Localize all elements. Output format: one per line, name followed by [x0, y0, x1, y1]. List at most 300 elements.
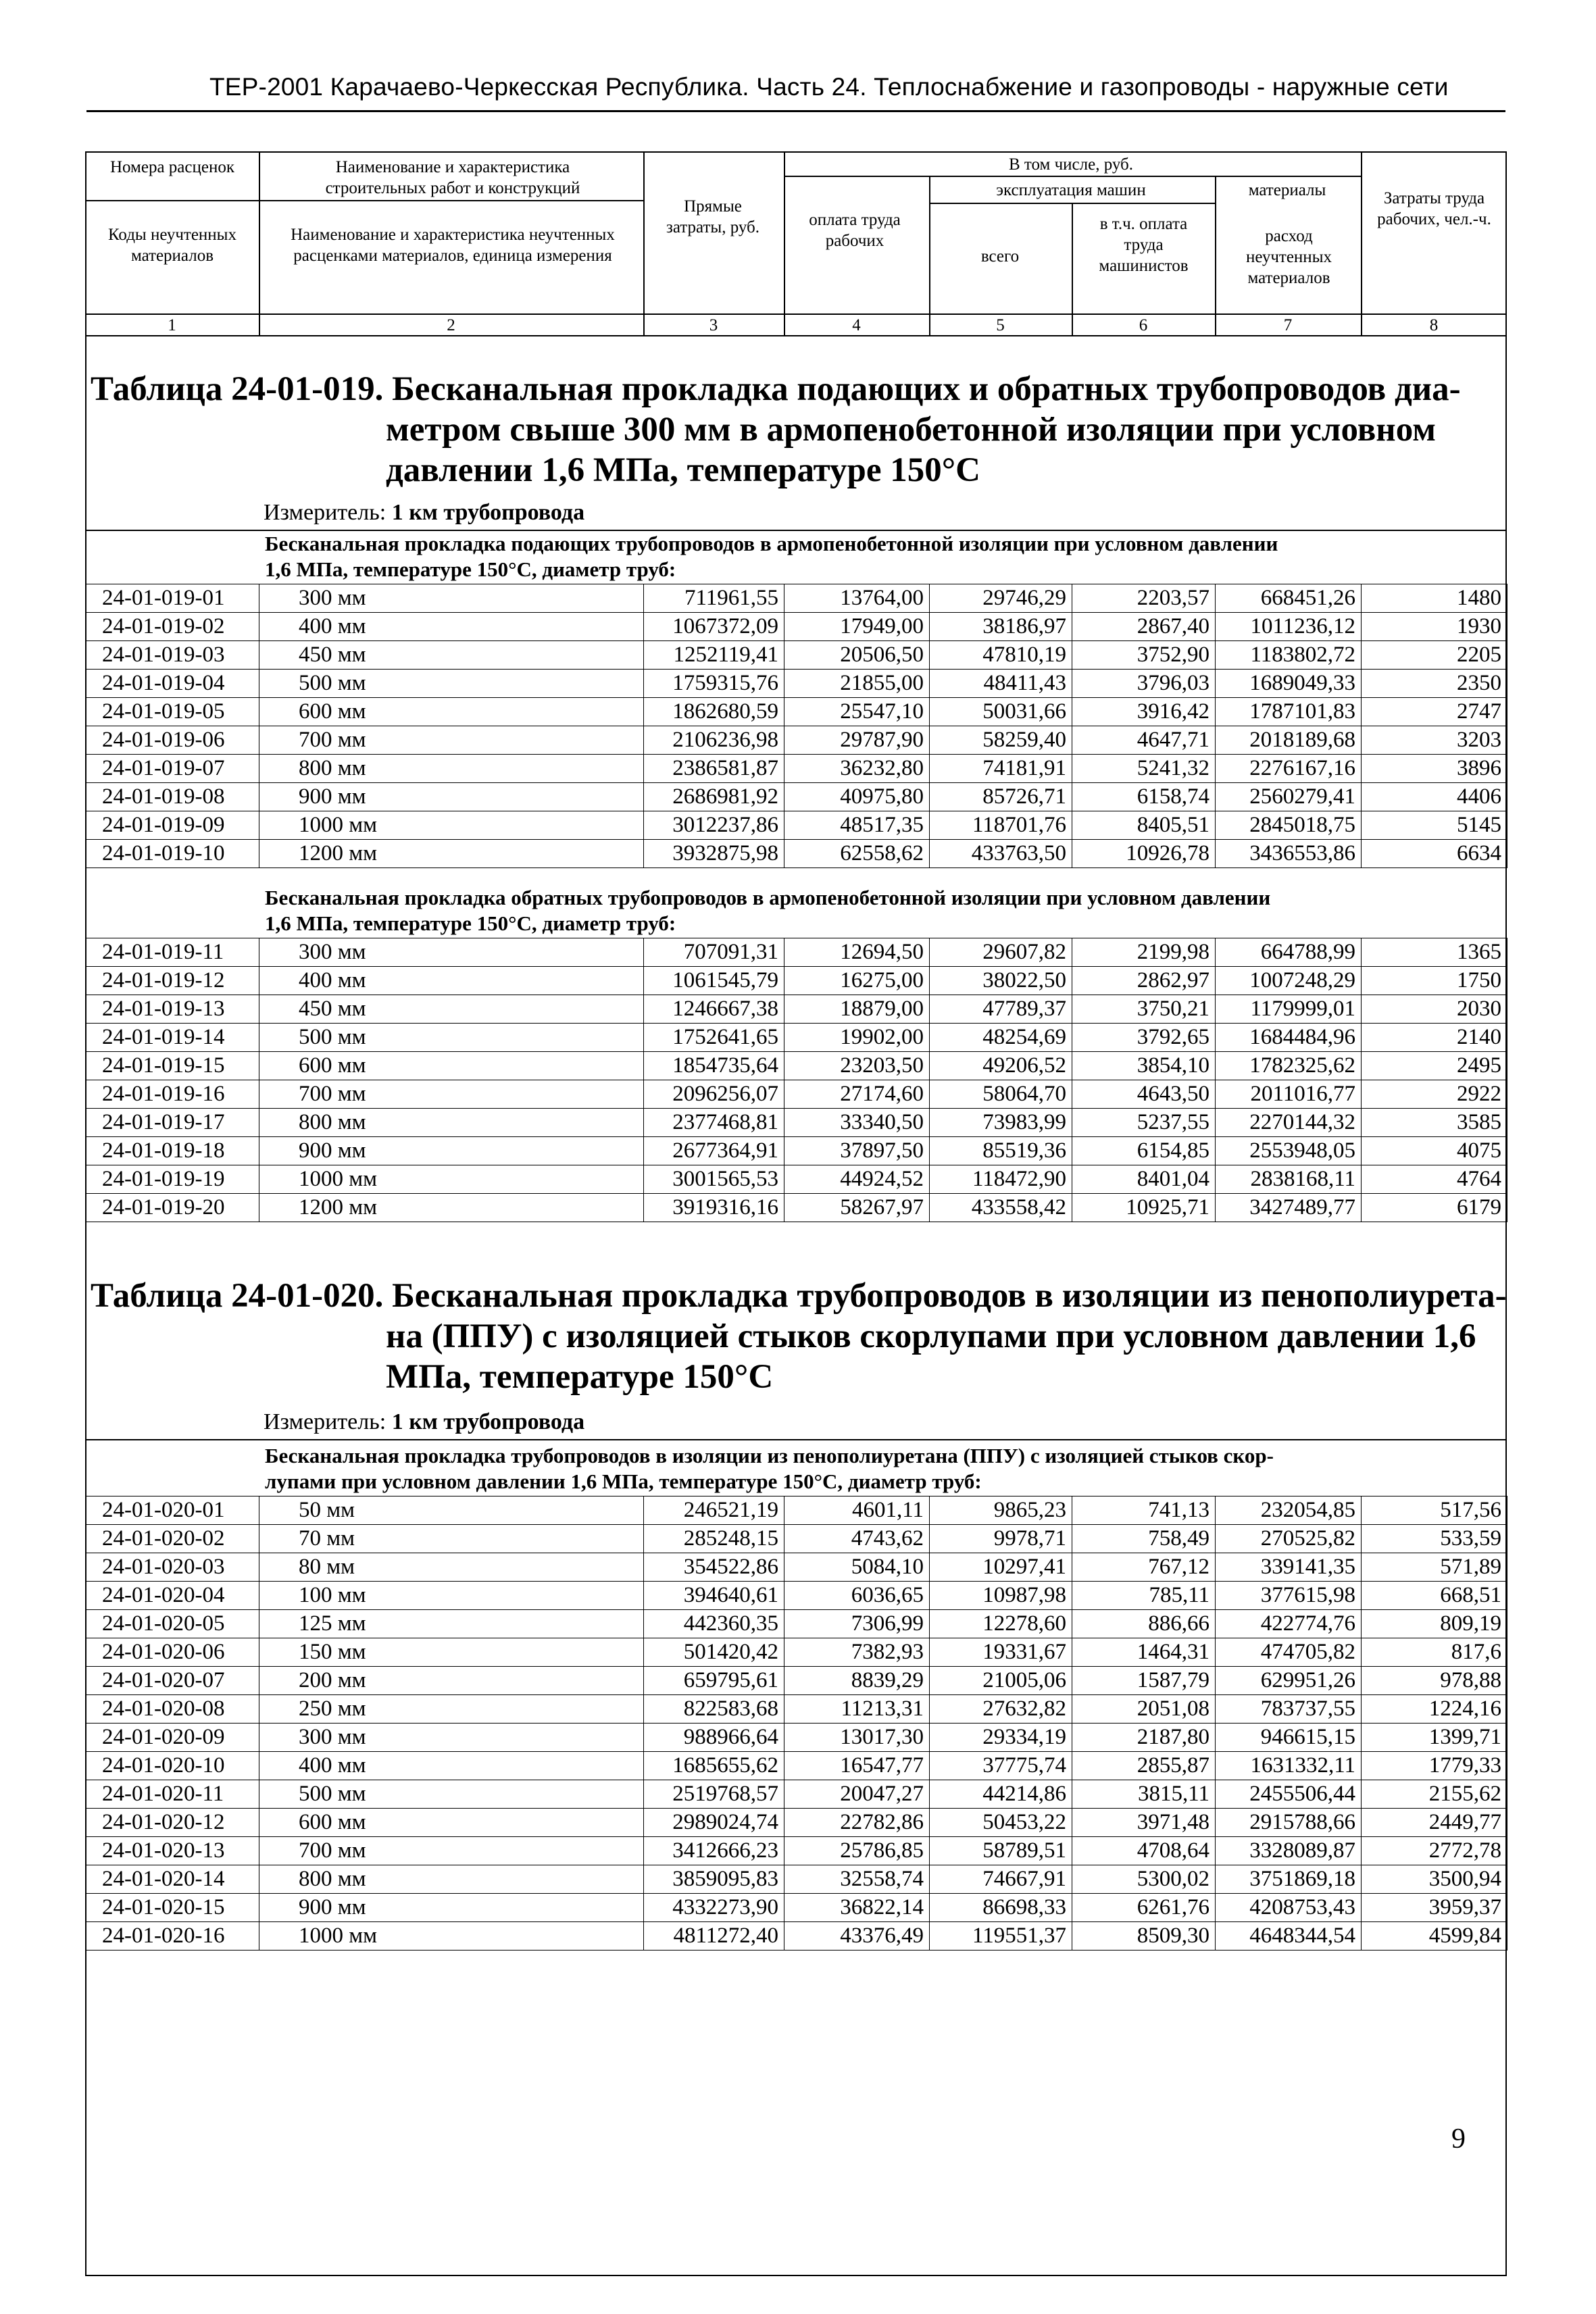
machine-cost-total: 85519,36	[930, 1137, 1072, 1165]
table-row	[86, 1052, 1507, 1080]
section-ppu	[265, 1443, 1501, 1494]
direct-cost: 2106236,98	[644, 726, 784, 755]
table-row	[86, 641, 1507, 670]
materials-cost: 2838168,11	[1216, 1165, 1362, 1194]
machinist-pay: 10925,71	[1072, 1194, 1216, 1222]
labor-hours: 571,89	[1362, 1553, 1507, 1582]
table-row	[86, 1695, 1507, 1724]
machine-cost-total: 86698,33	[930, 1894, 1072, 1922]
labor-hours: 3585	[1362, 1109, 1507, 1137]
machine-cost-total: 58064,70	[930, 1080, 1072, 1109]
direct-cost: 3919316,16	[644, 1194, 784, 1222]
labor-pay: 6036,65	[784, 1582, 930, 1610]
header-col8: Затраты труда рабочих, чел.-ч.	[1377, 189, 1491, 228]
machinist-pay: 886,66	[1072, 1610, 1216, 1638]
materials-cost: 2011016,77	[1216, 1080, 1362, 1109]
rate-code: 24-01-020-11	[86, 1780, 259, 1809]
machinist-pay: 767,12	[1072, 1553, 1216, 1582]
header-col2-bottom: Наименование и характеристика неучтенных расценками материалов, единица измерения	[291, 226, 615, 265]
header-subline	[784, 176, 1361, 177]
header-machines-group: эксплуатация машин	[996, 181, 1146, 199]
materials-cost: 3751869,18	[1216, 1865, 1362, 1894]
direct-cost: 3001565,53	[644, 1165, 784, 1194]
section-supply-line1: Бесканальная прокладка подающих трубопроводов в армопенобетонной изоляции при условном давлении	[265, 532, 1278, 555]
machinist-pay: 3854,10	[1072, 1052, 1216, 1080]
direct-cost: 3859095,83	[644, 1865, 784, 1894]
table-row	[86, 755, 1507, 783]
materials-cost: 232054,85	[1216, 1496, 1362, 1525]
labor-hours: 6179	[1362, 1194, 1507, 1222]
table-row	[86, 1024, 1507, 1052]
machine-cost-total: 50031,66	[930, 698, 1072, 726]
header-col3: Прямые затраты, руб.	[666, 197, 760, 236]
rate-code: 24-01-020-13	[86, 1837, 259, 1865]
direct-cost: 3012237,86	[644, 811, 784, 840]
table-row	[86, 1865, 1507, 1894]
table-020-title-line3: МПа, температуре 150°С	[386, 1358, 774, 1396]
labor-hours: 2350	[1362, 670, 1507, 698]
work-description: 150 мм	[259, 1638, 644, 1667]
rate-code: 24-01-019-20	[86, 1194, 259, 1222]
header-col4: оплата труда рабочих	[809, 211, 901, 250]
machinist-pay: 4708,64	[1072, 1837, 1216, 1865]
labor-pay: 4601,11	[784, 1496, 930, 1525]
labor-pay: 7382,93	[784, 1638, 930, 1667]
header-vline	[1072, 203, 1073, 335]
rate-code: 24-01-020-06	[86, 1638, 259, 1667]
materials-cost: 1179999,01	[1216, 995, 1362, 1024]
machine-cost-total: 47789,37	[930, 995, 1072, 1024]
column-number: 4	[852, 316, 861, 334]
work-description: 400 мм	[259, 967, 644, 995]
labor-pay: 37897,50	[784, 1137, 930, 1165]
machine-cost-total: 433763,50	[930, 840, 1072, 868]
machine-cost-total: 118701,76	[930, 811, 1072, 840]
work-description: 600 мм	[259, 698, 644, 726]
labor-pay: 12694,50	[784, 938, 930, 967]
column-number: 6	[1139, 316, 1148, 334]
table-row	[86, 783, 1507, 811]
labor-hours: 3203	[1362, 726, 1507, 755]
table-row	[86, 1582, 1507, 1610]
table-row	[86, 1894, 1507, 1922]
table-row	[86, 1780, 1507, 1809]
direct-cost: 1061545,79	[644, 967, 784, 995]
direct-cost: 246521,19	[644, 1496, 784, 1525]
labor-pay: 62558,62	[784, 840, 930, 868]
labor-pay: 18879,00	[784, 995, 930, 1024]
materials-cost: 946615,15	[1216, 1724, 1362, 1752]
work-description: 250 мм	[259, 1695, 644, 1724]
machine-cost-total: 73983,99	[930, 1109, 1072, 1137]
direct-cost: 3932875,98	[644, 840, 784, 868]
labor-hours: 2155,62	[1362, 1780, 1507, 1809]
direct-cost: 711961,55	[644, 584, 784, 613]
labor-pay: 22782,86	[784, 1809, 930, 1837]
direct-cost: 822583,68	[644, 1695, 784, 1724]
work-description: 600 мм	[259, 1052, 644, 1080]
direct-cost: 2519768,57	[644, 1780, 784, 1809]
table-row	[86, 1109, 1507, 1137]
machinist-pay: 6261,76	[1072, 1894, 1216, 1922]
work-description: 500 мм	[259, 1780, 644, 1809]
labor-pay: 13764,00	[784, 584, 930, 613]
header-subline	[259, 200, 643, 201]
labor-pay: 21855,00	[784, 670, 930, 698]
machine-cost-total: 10297,41	[930, 1553, 1072, 1582]
machinist-pay: 2199,98	[1072, 938, 1216, 967]
table-row	[86, 1837, 1507, 1865]
materials-cost: 2845018,75	[1216, 811, 1362, 840]
machine-cost-total: 21005,06	[930, 1667, 1072, 1695]
materials-cost: 339141,35	[1216, 1553, 1362, 1582]
materials-cost: 2560279,41	[1216, 783, 1362, 811]
work-description: 1200 мм	[259, 1194, 644, 1222]
header-group: В том числе, руб.	[1008, 155, 1134, 174]
direct-cost: 394640,61	[644, 1582, 784, 1610]
machinist-pay: 3815,11	[1072, 1780, 1216, 1809]
header-vline	[929, 176, 930, 335]
machinist-pay: 2051,08	[1072, 1695, 1216, 1724]
machinist-pay: 6154,85	[1072, 1137, 1216, 1165]
work-description: 450 мм	[259, 641, 644, 670]
labor-hours: 1779,33	[1362, 1752, 1507, 1780]
work-description: 900 мм	[259, 1894, 644, 1922]
work-description: 600 мм	[259, 1809, 644, 1837]
table-020-data	[85, 1496, 1507, 1951]
labor-pay: 7306,99	[784, 1610, 930, 1638]
rate-code: 24-01-019-06	[86, 726, 259, 755]
direct-cost: 1246667,38	[644, 995, 784, 1024]
table-019-title	[91, 369, 1461, 491]
table-020-title	[91, 1276, 1507, 1397]
machinist-pay: 6158,74	[1072, 783, 1216, 811]
rate-code: 24-01-020-15	[86, 1894, 259, 1922]
rate-code: 24-01-019-12	[86, 967, 259, 995]
labor-hours: 2922	[1362, 1080, 1507, 1109]
rate-code: 24-01-019-08	[86, 783, 259, 811]
labor-pay: 19902,00	[784, 1024, 930, 1052]
header-vline	[784, 151, 785, 335]
machine-cost-total: 38186,97	[930, 613, 1072, 641]
materials-cost: 1183802,72	[1216, 641, 1362, 670]
table-row	[86, 1080, 1507, 1109]
work-description: 900 мм	[259, 783, 644, 811]
machinist-pay: 785,11	[1072, 1582, 1216, 1610]
labor-hours: 1480	[1362, 584, 1507, 613]
labor-hours: 668,51	[1362, 1582, 1507, 1610]
labor-pay: 16547,77	[784, 1752, 930, 1780]
work-description: 1000 мм	[259, 811, 644, 840]
table-row	[86, 698, 1507, 726]
labor-hours: 3896	[1362, 755, 1507, 783]
header-vline	[643, 151, 645, 335]
table-row	[86, 995, 1507, 1024]
page-number: 9	[1451, 2123, 1466, 2155]
direct-cost: 2386581,87	[644, 755, 784, 783]
machinist-pay: 758,49	[1072, 1525, 1216, 1553]
labor-hours: 1750	[1362, 967, 1507, 995]
machine-cost-total: 27632,82	[930, 1695, 1072, 1724]
machine-cost-total: 47810,19	[930, 641, 1072, 670]
table-row	[86, 1137, 1507, 1165]
rate-code: 24-01-019-09	[86, 811, 259, 840]
labor-hours: 809,19	[1362, 1610, 1507, 1638]
section-return	[265, 885, 1501, 936]
header-subline	[929, 203, 1215, 204]
materials-cost: 3436553,86	[1216, 840, 1362, 868]
rate-code: 24-01-019-19	[86, 1165, 259, 1194]
rate-code: 24-01-019-05	[86, 698, 259, 726]
materials-cost: 2915788,66	[1216, 1809, 1362, 1837]
work-description: 300 мм	[259, 584, 644, 613]
labor-hours: 817,6	[1362, 1638, 1507, 1667]
table-row	[86, 967, 1507, 995]
materials-cost: 1684484,96	[1216, 1024, 1362, 1052]
direct-cost: 1854735,64	[644, 1052, 784, 1080]
section-supply	[265, 531, 1501, 582]
rate-code: 24-01-019-14	[86, 1024, 259, 1052]
column-number: 7	[1283, 316, 1293, 334]
column-number: 8	[1429, 316, 1439, 334]
header-vline	[1361, 151, 1362, 335]
work-description: 80 мм	[259, 1553, 644, 1582]
labor-hours: 1399,71	[1362, 1724, 1507, 1752]
table-019-supply	[85, 584, 1507, 868]
machine-cost-total: 48411,43	[930, 670, 1072, 698]
labor-hours: 4764	[1362, 1165, 1507, 1194]
table-019-title-line1: Бесканальная прокладка подающих и обратных трубопроводов диа-	[392, 370, 1461, 408]
work-description: 450 мм	[259, 995, 644, 1024]
machinist-pay: 2187,80	[1072, 1724, 1216, 1752]
machinist-pay: 8405,51	[1072, 811, 1216, 840]
section-return-line2: 1,6 МПа, температуре 150°С, диаметр труб:	[265, 911, 676, 935]
table-020-number: Таблица 24-01-020.	[91, 1277, 384, 1315]
materials-cost: 3427489,77	[1216, 1194, 1362, 1222]
machinist-pay: 5241,32	[1072, 755, 1216, 783]
labor-hours: 2449,77	[1362, 1809, 1507, 1837]
labor-pay: 48517,35	[784, 811, 930, 840]
labor-hours: 2495	[1362, 1052, 1507, 1080]
header-materials-group: материалы	[1248, 181, 1326, 199]
materials-cost: 474705,82	[1216, 1638, 1362, 1667]
labor-pay: 13017,30	[784, 1724, 930, 1752]
header-bottom	[85, 335, 1507, 336]
table-row	[86, 584, 1507, 613]
table-row	[86, 840, 1507, 868]
table-row	[86, 1638, 1507, 1667]
direct-cost: 4811272,40	[644, 1922, 784, 1951]
labor-hours: 6634	[1362, 840, 1507, 868]
labor-pay: 20506,50	[784, 641, 930, 670]
direct-cost: 1862680,59	[644, 698, 784, 726]
rate-code: 24-01-019-04	[86, 670, 259, 698]
materials-cost: 2553948,05	[1216, 1137, 1362, 1165]
materials-cost: 1007248,29	[1216, 967, 1362, 995]
table-row	[86, 613, 1507, 641]
work-description: 800 мм	[259, 755, 644, 783]
materials-cost: 2276167,16	[1216, 755, 1362, 783]
work-description: 200 мм	[259, 1667, 644, 1695]
direct-cost: 1759315,76	[644, 670, 784, 698]
labor-pay: 33340,50	[784, 1109, 930, 1137]
labor-hours: 5145	[1362, 811, 1507, 840]
section-supply-line2: 1,6 МПа, температуре 150°С, диаметр труб:	[265, 557, 676, 581]
direct-cost: 659795,61	[644, 1667, 784, 1695]
work-description: 700 мм	[259, 726, 644, 755]
machine-cost-total: 85726,71	[930, 783, 1072, 811]
direct-cost: 354522,86	[644, 1553, 784, 1582]
materials-cost: 2270144,32	[1216, 1109, 1362, 1137]
labor-hours: 3959,37	[1362, 1894, 1507, 1922]
machine-cost-total: 29334,19	[930, 1724, 1072, 1752]
rate-code: 24-01-019-02	[86, 613, 259, 641]
work-description: 1000 мм	[259, 1165, 644, 1194]
labor-hours: 2772,78	[1362, 1837, 1507, 1865]
materials-cost: 2455506,44	[1216, 1780, 1362, 1809]
labor-hours: 4406	[1362, 783, 1507, 811]
machine-cost-total: 119551,37	[930, 1922, 1072, 1951]
work-description: 300 мм	[259, 1724, 644, 1752]
machine-cost-total: 9865,23	[930, 1496, 1072, 1525]
labor-pay: 27174,60	[784, 1080, 930, 1109]
machinist-pay: 8401,04	[1072, 1165, 1216, 1194]
direct-cost: 2686981,92	[644, 783, 784, 811]
machinist-pay: 3792,65	[1072, 1024, 1216, 1052]
table-row	[86, 726, 1507, 755]
running-head: ТЕР-2001 Карачаево-Черкесская Республика. Часть 24. Теплоснабжение и газопроводы - наружные сети	[209, 73, 1449, 101]
machinist-pay: 2867,40	[1072, 613, 1216, 641]
table-020-meter	[264, 1409, 584, 1435]
direct-cost: 4332273,90	[644, 1894, 784, 1922]
table-row	[86, 1724, 1507, 1752]
labor-hours: 4075	[1362, 1137, 1507, 1165]
machine-cost-total: 9978,71	[930, 1525, 1072, 1553]
work-description: 50 мм	[259, 1496, 644, 1525]
labor-hours: 1930	[1362, 613, 1507, 641]
machine-cost-total: 12278,60	[930, 1610, 1072, 1638]
machine-cost-total: 433558,42	[930, 1194, 1072, 1222]
labor-hours: 533,59	[1362, 1525, 1507, 1553]
machine-cost-total: 118472,90	[930, 1165, 1072, 1194]
column-number: 5	[996, 316, 1005, 334]
work-description: 100 мм	[259, 1582, 644, 1610]
labor-hours: 2747	[1362, 698, 1507, 726]
work-description: 500 мм	[259, 670, 644, 698]
materials-cost: 629951,26	[1216, 1667, 1362, 1695]
rate-code: 24-01-020-14	[86, 1865, 259, 1894]
rate-code: 24-01-019-17	[86, 1109, 259, 1137]
meter-rule	[85, 1439, 1507, 1440]
machinist-pay: 8509,30	[1072, 1922, 1216, 1951]
header-rule	[86, 110, 1505, 112]
materials-cost: 4648344,54	[1216, 1922, 1362, 1951]
labor-hours: 517,56	[1362, 1496, 1507, 1525]
direct-cost: 2677364,91	[644, 1137, 784, 1165]
machinist-pay: 5237,55	[1072, 1109, 1216, 1137]
header-subline	[85, 200, 259, 201]
machine-cost-total: 29746,29	[930, 584, 1072, 613]
rate-code: 24-01-019-07	[86, 755, 259, 783]
labor-hours: 978,88	[1362, 1667, 1507, 1695]
machinist-pay: 3752,90	[1072, 641, 1216, 670]
machinist-pay: 4647,71	[1072, 726, 1216, 755]
work-description: 1000 мм	[259, 1922, 644, 1951]
materials-cost: 783737,55	[1216, 1695, 1362, 1724]
work-description: 800 мм	[259, 1865, 644, 1894]
machine-cost-total: 74181,91	[930, 755, 1072, 783]
machinist-pay: 5300,02	[1072, 1865, 1216, 1894]
table-019-number: Таблица 24-01-019.	[91, 370, 384, 408]
materials-cost: 3328089,87	[1216, 1837, 1362, 1865]
meter-label: Измеритель:	[264, 1409, 386, 1434]
work-description: 700 мм	[259, 1837, 644, 1865]
column-number: 3	[709, 316, 718, 334]
section-ppu-line1: Бесканальная прокладка трубопроводов в изоляции из пенополиуретана (ППУ) с изоляцией стыков скор-	[265, 1444, 1274, 1467]
labor-pay: 11213,31	[784, 1695, 930, 1724]
machinist-pay: 2203,57	[1072, 584, 1216, 613]
materials-cost: 422774,76	[1216, 1610, 1362, 1638]
direct-cost: 1752641,65	[644, 1024, 784, 1052]
rate-code: 24-01-020-02	[86, 1525, 259, 1553]
header-vline	[259, 151, 260, 335]
table-019-title-line2: метром свыше 300 мм в армопенобетонной изоляции при условном	[386, 411, 1436, 449]
direct-cost: 988966,64	[644, 1724, 784, 1752]
machine-cost-total: 48254,69	[930, 1024, 1072, 1052]
machine-cost-total: 38022,50	[930, 967, 1072, 995]
table-row	[86, 1165, 1507, 1194]
materials-cost: 664788,99	[1216, 938, 1362, 967]
table-019-title-line3: давлении 1,6 МПа, температуре 150°С	[386, 451, 980, 489]
machinist-pay: 10926,78	[1072, 840, 1216, 868]
direct-cost: 1685655,62	[644, 1752, 784, 1780]
work-description: 300 мм	[259, 938, 644, 967]
labor-pay: 58267,97	[784, 1194, 930, 1222]
machine-cost-total: 44214,86	[930, 1780, 1072, 1809]
work-description: 125 мм	[259, 1610, 644, 1638]
meter-value: 1 км трубопровода	[391, 1409, 585, 1434]
materials-cost: 668451,26	[1216, 584, 1362, 613]
table-row	[86, 938, 1507, 967]
table-row	[86, 1496, 1507, 1525]
header-vline	[1215, 176, 1216, 335]
work-description: 900 мм	[259, 1137, 644, 1165]
direct-cost: 1252119,41	[644, 641, 784, 670]
machine-cost-total: 10987,98	[930, 1582, 1072, 1610]
labor-hours: 3500,94	[1362, 1865, 1507, 1894]
work-description: 1200 мм	[259, 840, 644, 868]
column-number: 2	[447, 316, 455, 334]
rate-code: 24-01-020-09	[86, 1724, 259, 1752]
materials-cost: 377615,98	[1216, 1582, 1362, 1610]
materials-cost: 1631332,11	[1216, 1752, 1362, 1780]
machinist-pay: 4643,50	[1072, 1080, 1216, 1109]
direct-cost: 1067372,09	[644, 613, 784, 641]
table-row	[86, 1809, 1507, 1837]
machine-cost-total: 58789,51	[930, 1837, 1072, 1865]
machine-cost-total: 50453,22	[930, 1809, 1072, 1837]
table-row	[86, 1610, 1507, 1638]
table-row	[86, 1752, 1507, 1780]
machinist-pay: 2855,87	[1072, 1752, 1216, 1780]
direct-cost: 285248,15	[644, 1525, 784, 1553]
labor-pay: 4743,62	[784, 1525, 930, 1553]
table-row	[86, 811, 1507, 840]
materials-cost: 1787101,83	[1216, 698, 1362, 726]
work-description: 500 мм	[259, 1024, 644, 1052]
direct-cost: 3412666,23	[644, 1837, 784, 1865]
labor-hours: 1365	[1362, 938, 1507, 967]
